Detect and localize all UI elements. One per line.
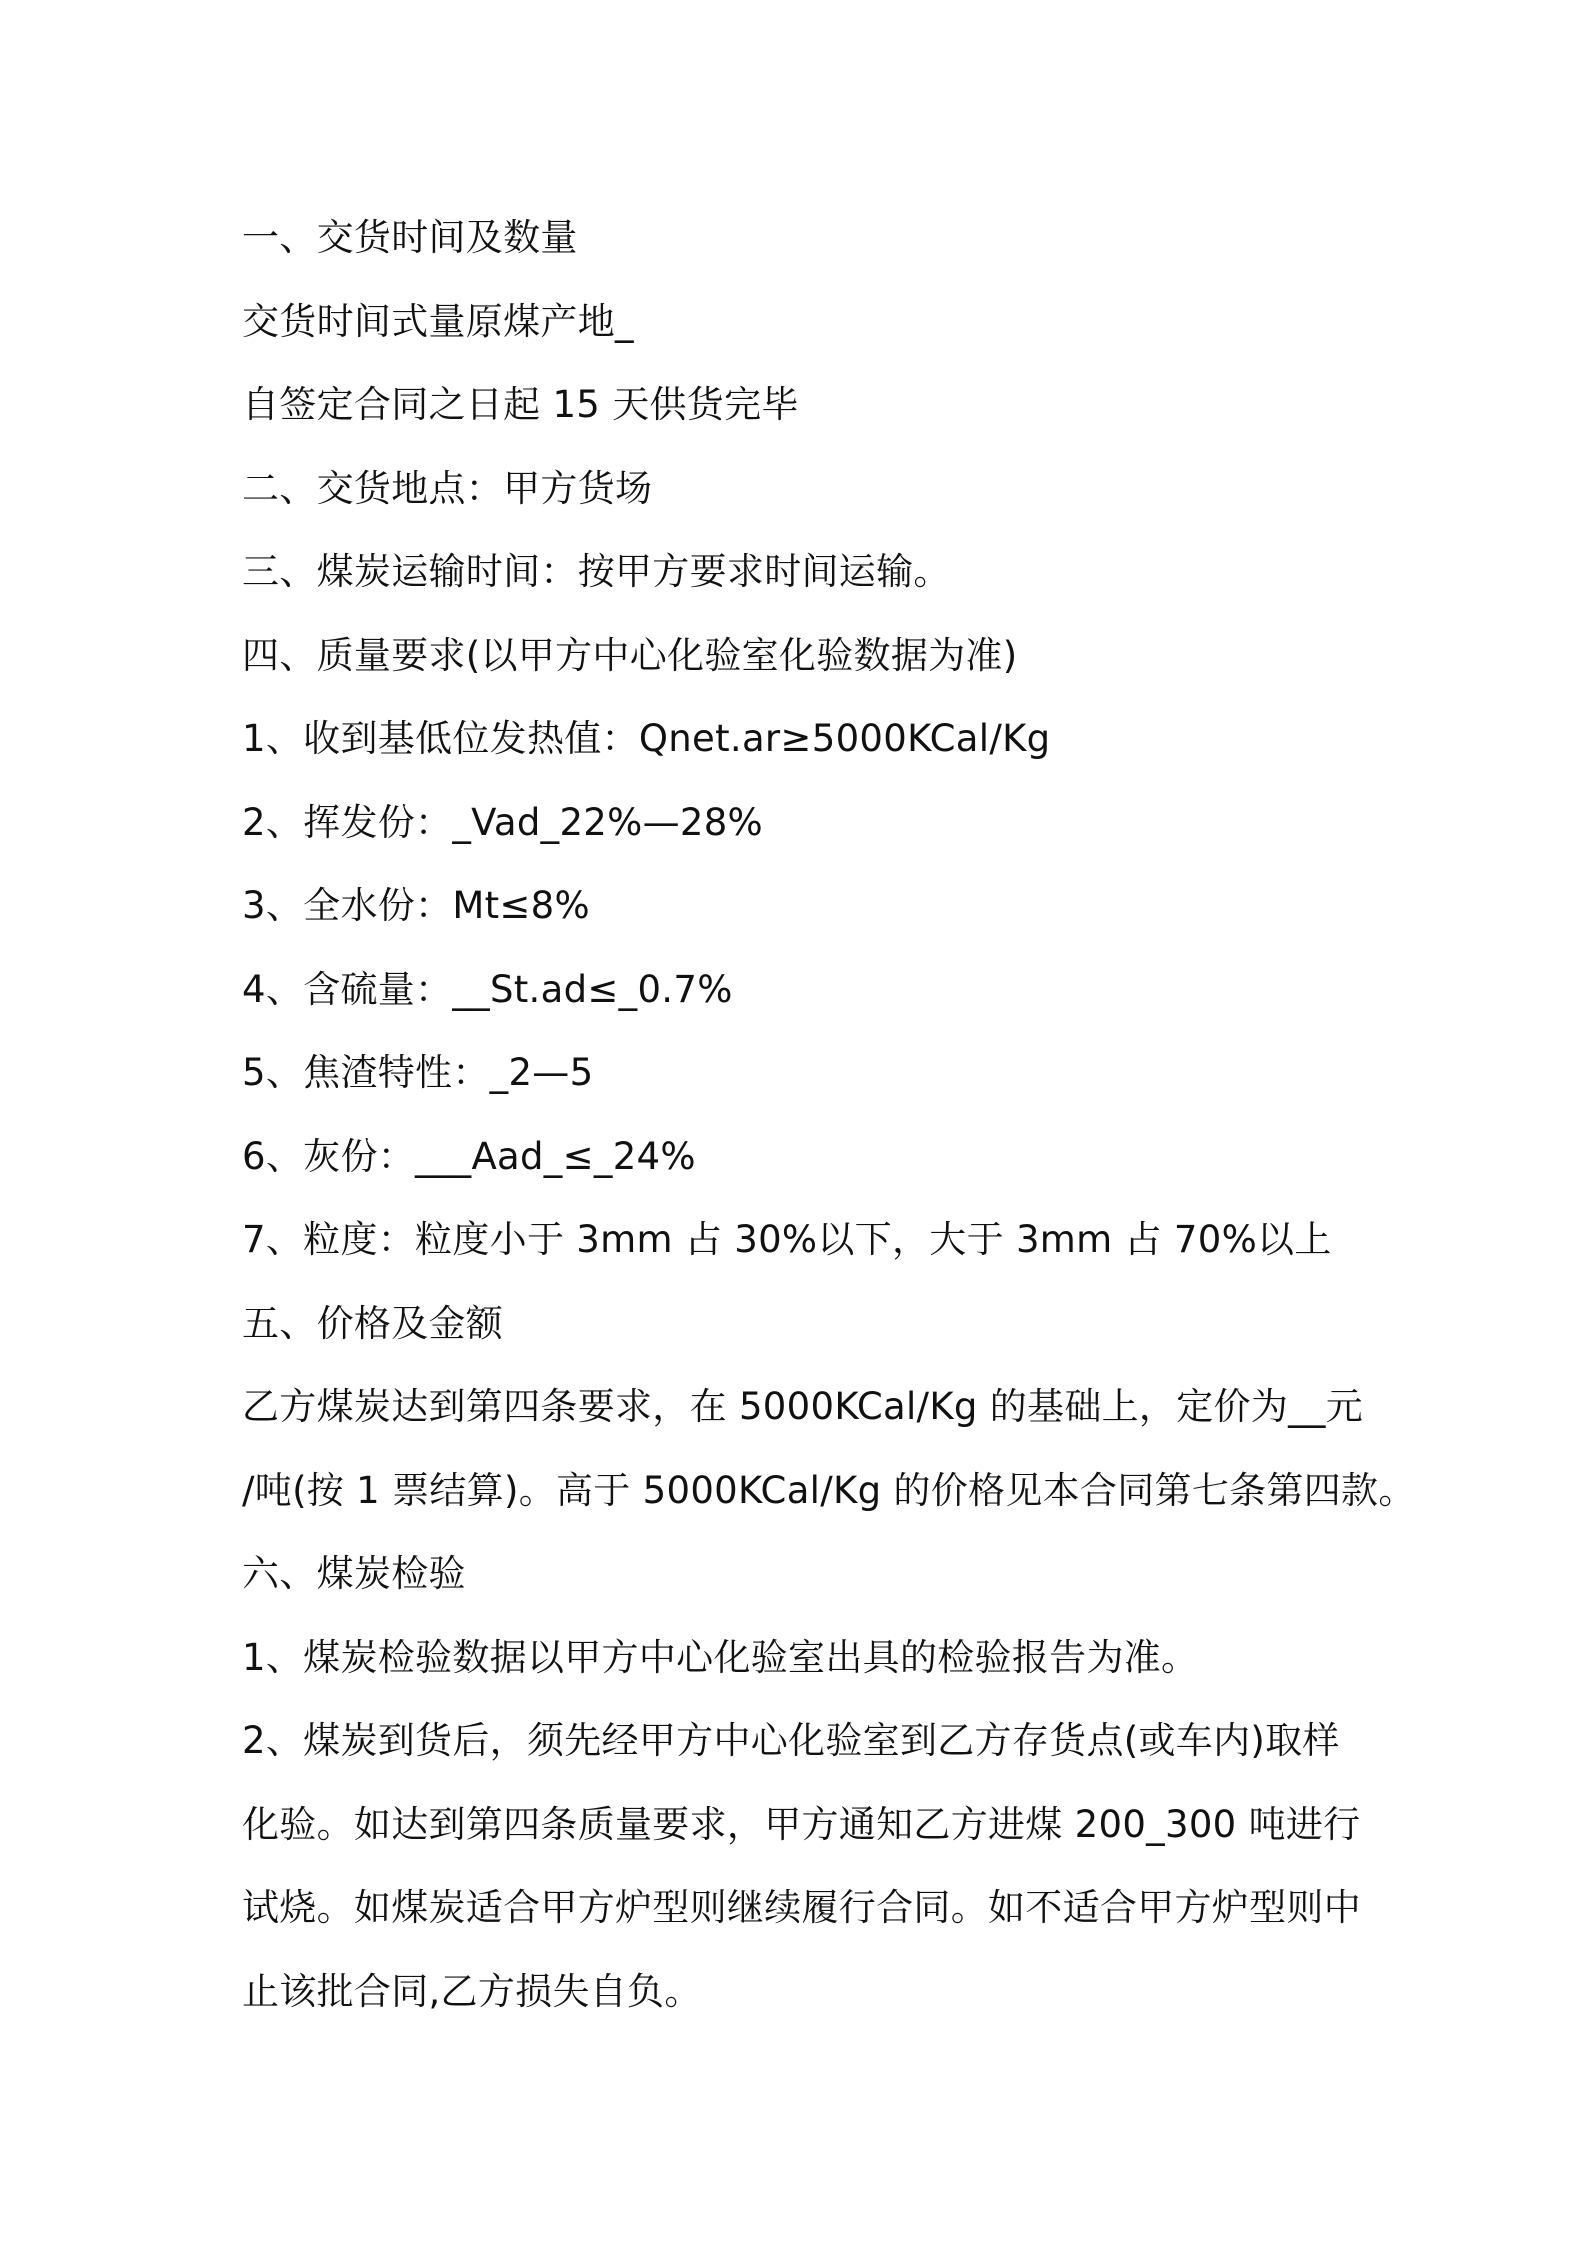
section-heading-inspection: 六、煤炭检验: [242, 1552, 466, 1595]
section-heading-transport-time: 三、煤炭运输时间：按甲方要求时间运输。: [242, 550, 951, 593]
text-line: 乙方煤炭达到第四条要求，在 5000KCal/Kg 的基础上，定价为__元: [242, 1385, 1364, 1428]
quality-item-ash: 6、灰份：___Aad_≤_24%: [242, 1134, 696, 1178]
document-body: [242, 196, 1416, 2033]
text-line: 止该批合同,乙方损失自负。: [242, 1969, 702, 2013]
quality-item-granularity: 7、粒度：粒度小于 3mm 占 30%以下，大于 3mm 占 70%以上: [242, 1218, 1332, 1261]
text-line: 交货时间式量原煤产地_: [242, 299, 634, 343]
section-heading-delivery-location: 二、交货地点：甲方货场: [242, 466, 653, 510]
text-line: /吨(按 1 票结算)。高于 5000KCal/Kg 的价格见本合同第七条第四款。: [242, 1468, 1416, 1512]
quality-item-moisture: 3、全水份：Mt≤8%: [242, 884, 590, 927]
text-line: 自签定合同之日起 15 天供货完毕: [242, 383, 799, 426]
quality-item-sulfur: 4、含硫量：__St.ad≤_0.7%: [242, 967, 733, 1011]
section-heading-quality: 四、质量要求(以甲方中心化验室化验数据为准): [242, 633, 1018, 677]
text-line: 化验。如达到第四条质量要求，甲方通知乙方进煤 200_300 吨进行: [242, 1802, 1361, 1846]
text-line: 试烧。如煤炭适合甲方炉型则继续履行合同。如不适合甲方炉型则中: [242, 1886, 1361, 1929]
quality-item-volatile: 2、挥发份：_Vad_22%—28%: [242, 800, 764, 844]
inspection-item-1: 1、煤炭检验数据以甲方中心化验室出具的检验报告为准。: [242, 1635, 1199, 1679]
quality-item-coke-residue: 5、焦渣特性：_2—5: [242, 1051, 594, 1094]
inspection-item-2: 2、煤炭到货后，须先经甲方中心化验室到乙方存货点(或车内)取样: [242, 1719, 1340, 1762]
section-heading-delivery-time: 一、交货时间及数量: [242, 216, 578, 259]
section-heading-price: 五、价格及金额: [242, 1301, 504, 1345]
quality-item-calorific: 1、收到基低位发热值：Qnet.ar≥5000KCal/Kg: [242, 717, 1051, 760]
